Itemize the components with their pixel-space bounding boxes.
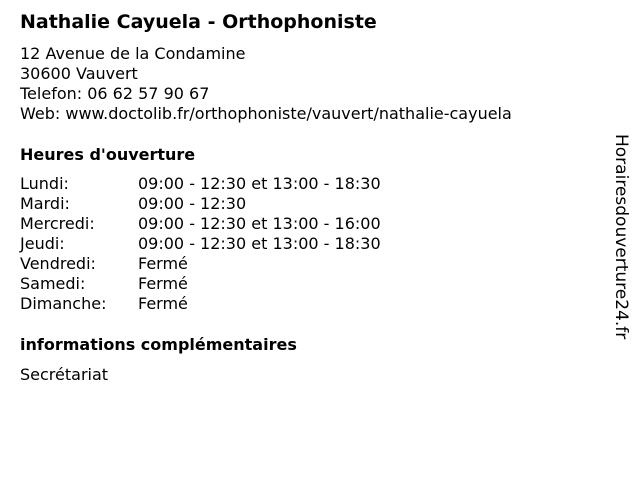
city-address: 30600 Vauvert bbox=[20, 64, 138, 83]
hours-day: Samedi: bbox=[20, 274, 86, 293]
hours-time: Fermé bbox=[138, 274, 188, 293]
phone-number: Telefon: 06 62 57 90 67 bbox=[20, 84, 210, 103]
hours-time: 09:00 - 12:30 et 13:00 - 18:30 bbox=[138, 174, 381, 193]
hours-day: Mardi: bbox=[20, 194, 70, 213]
hours-day: Vendredi: bbox=[20, 254, 96, 273]
hours-heading: Heures d'ouverture bbox=[20, 145, 196, 164]
hours-day: Dimanche: bbox=[20, 294, 107, 313]
street-address: 12 Avenue de la Condamine bbox=[20, 44, 246, 63]
page-title: Nathalie Cayuela - Orthophoniste bbox=[20, 11, 377, 33]
hours-time: 09:00 - 12:30 et 13:00 - 16:00 bbox=[138, 214, 381, 233]
hours-day: Mercredi: bbox=[20, 214, 95, 233]
hours-day: Jeudi: bbox=[20, 234, 65, 253]
watermark bbox=[611, 134, 633, 374]
hours-time: Fermé bbox=[138, 254, 188, 273]
website-url: Web: www.doctolib.fr/orthophoniste/vauvert/nathalie-cayuela bbox=[20, 104, 512, 123]
info-heading: informations complémentaires bbox=[20, 335, 297, 354]
address-block bbox=[20, 44, 512, 124]
hours-time: 09:00 - 12:30 et 13:00 - 18:30 bbox=[138, 234, 381, 253]
hours-time: 09:00 - 12:30 bbox=[138, 194, 247, 213]
watermark-text: Horairesdouverture24.fr bbox=[611, 134, 631, 340]
hours-day: Lundi: bbox=[20, 174, 69, 193]
info-text: Secrétariat bbox=[20, 365, 109, 384]
hours-time: Fermé bbox=[138, 294, 188, 313]
